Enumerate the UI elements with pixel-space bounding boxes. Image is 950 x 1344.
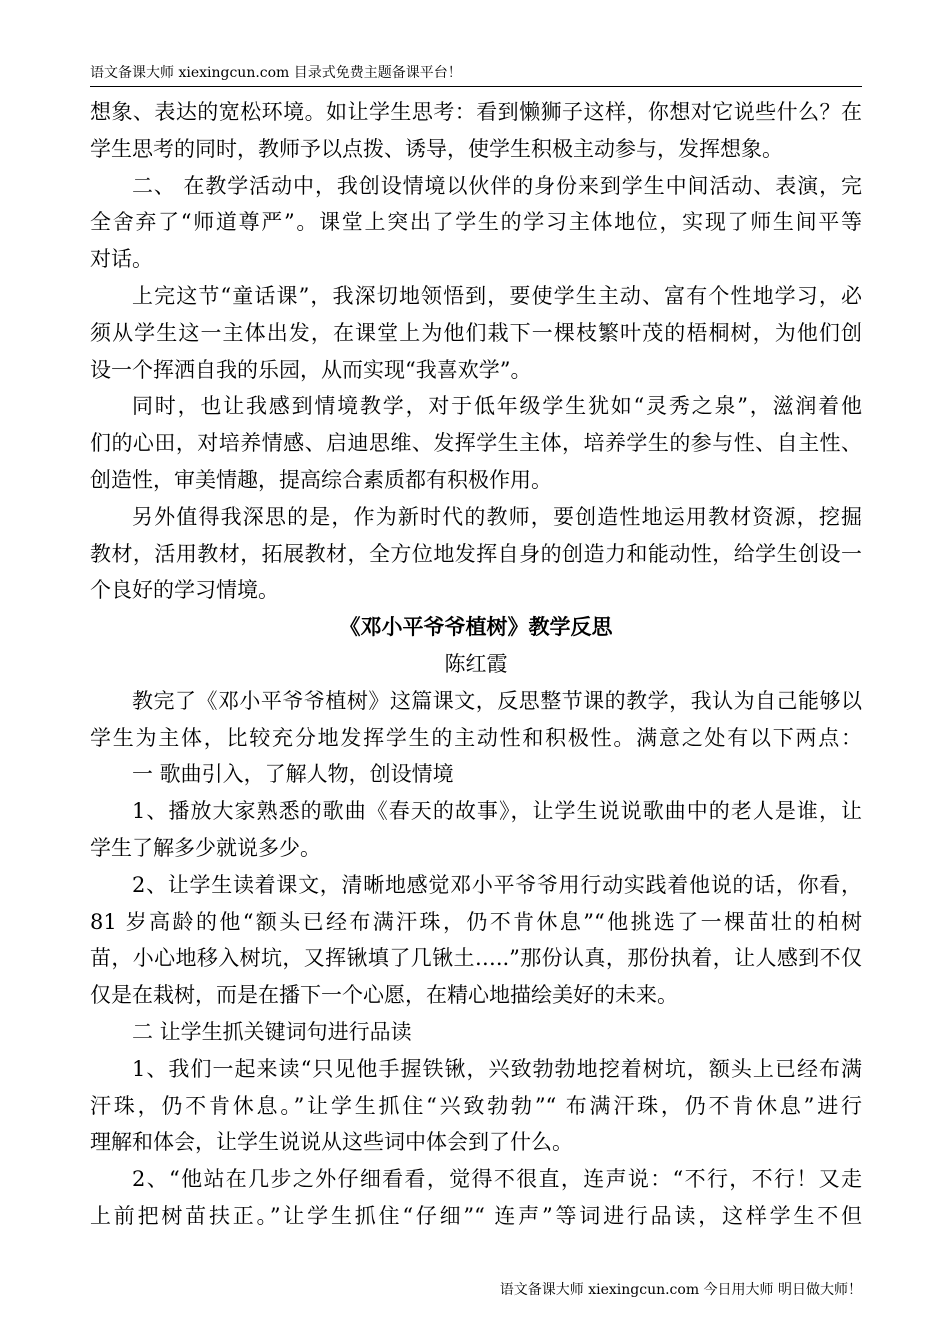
text-line: 同时，也让我感到情境教学，对于低年级学生犹如“灵秀之泉”，滋润着他: [132, 394, 862, 419]
text-line: 学生了解多少就说多少。: [90, 835, 321, 860]
text-line: 们的心田，对培养情感、启迪思维、发挥学生主体，培养学生的参与性、自主性、: [90, 431, 862, 456]
text-line: 对话。: [90, 247, 153, 272]
author-name: 陈红霞: [444, 651, 508, 676]
text-line: 二 让学生抓关键词句进行品读: [132, 1019, 412, 1044]
text-line: 另外值得我深思的是，作为新时代的教师，要创造性地运用教材资源，挖掘: [132, 504, 862, 529]
text-line: 理解和体会，让学生说说从这些词中体会到了什么。: [90, 1130, 573, 1155]
text-line: 2、“他站在几步之外仔细看看，觉得不很直，连声说：“不行，不行！又走: [132, 1167, 862, 1192]
text-line: 81 岁高龄的他“额头已经布满汗珠，仍不肯休息”“他挑选了一棵苗壮的柏树: [90, 909, 862, 934]
document-body: [90, 94, 862, 1235]
text-line: 设一个挥洒自我的乐园，从而实现“我喜欢学”。: [90, 357, 532, 382]
text-line: 全舍弃了“师道尊严”。课堂上突出了学生的学习主体地位，实现了师生间平等: [90, 210, 862, 235]
text-line: 创造性，审美情趣，提高综合素质都有积极作用。: [90, 467, 552, 492]
text-line: 学生为主体，比较充分地发挥学生的主动性和积极性。满意之处有以下两点：: [90, 725, 862, 750]
text-line: 教材，活用教材，拓展教材，全方位地发挥自身的创造力和能动性，给学生创设一: [90, 541, 862, 566]
text-line: 1、播放大家熟悉的歌曲《春天的故事》，让学生说说歌曲中的老人是谁，让: [132, 799, 862, 824]
text-line: 上完这节“童话课”，我深切地领悟到，要使学生主动、富有个性地学习，必: [132, 283, 862, 308]
text-line: 教完了《邓小平爷爷植树》这篇课文，反思整节课的教学，我认为自己能够以: [132, 688, 862, 713]
text-line: 汗珠，仍不肯休息。”让学生抓住“兴致勃勃”“ 布满汗珠，仍不肯休息”进行: [90, 1093, 862, 1118]
page-header: 语文备课大师 xiexingcun.com 目录式免费主题备课平台！: [90, 62, 862, 87]
text-line: 上前把树苗扶正。”让学生抓住“仔细”“ 连声”等词进行品读，这样学生不但: [90, 1203, 862, 1228]
text-line: 一 歌曲引入，了解人物，创设情境: [132, 762, 454, 787]
text-line: 二、 在教学活动中，我创设情境以伙伴的身份来到学生中间活动、表演，完: [132, 173, 862, 198]
text-line: 苗，小心地移入树坑，又挥锹填了几锹土…..”那份认真，那份执着，让人感到不仅: [90, 946, 862, 971]
text-line: 1、我们一起来读“只见他手握铁锹，兴致勃勃地挖着树坑，额头上已经布满: [132, 1056, 862, 1081]
section-title: 《邓小平爷爷植树》教学反思: [339, 614, 613, 640]
text-line: 学生思考的同时，教师予以点拨、诱导，使学生积极主动参与，发挥想象。: [90, 136, 783, 161]
text-line: 个良好的学习情境。: [90, 578, 279, 603]
text-line: 2、让学生读着课文，清晰地感觉邓小平爷爷用行动实践着他说的话，你看，: [132, 872, 862, 897]
text-line: 想象、表达的宽松环境。如让学生思考：看到懒狮子这样，你想对它说些什么？在: [90, 100, 862, 124]
page-footer: 语文备课大师 xiexingcun.com 今日用大师 明日做大师！: [499, 1282, 862, 1298]
text-line: 须从学生这一主体出发，在课堂上为他们栽下一棵枝繁叶茂的梧桐树，为他们创: [90, 320, 862, 345]
text-line: 仅是在栽树，而是在播下一个心愿，在精心地描绘美好的未来。: [90, 983, 678, 1008]
